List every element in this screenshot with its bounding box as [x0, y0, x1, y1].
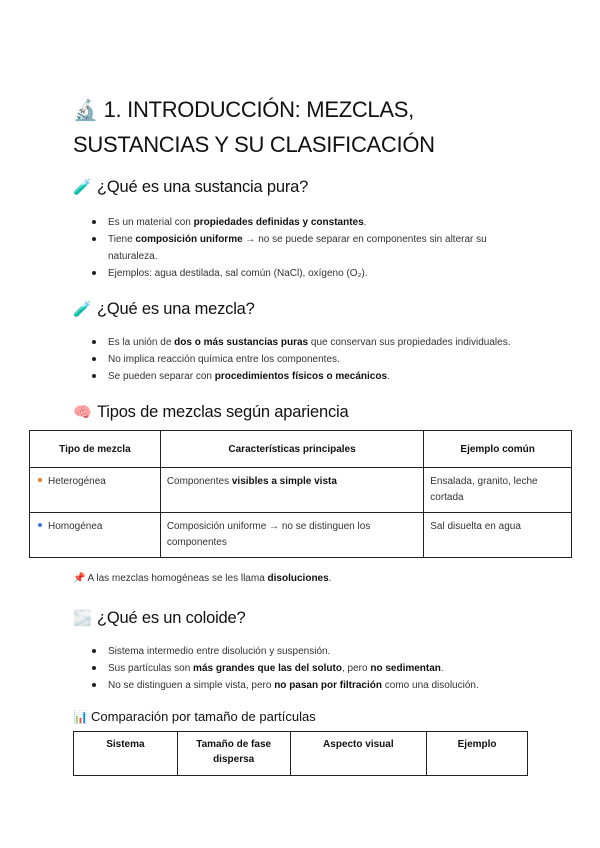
column-header: Ejemplo común [424, 431, 572, 468]
table-cell: Ensalada, granito, leche cortada [424, 468, 572, 513]
list-item: Es un material con propiedades definidas y constantes. [92, 214, 522, 231]
list-item: Tiene composición uniforme → no se puede separar en componentes sin alterar su naturaleza. [92, 231, 522, 265]
section-heading-mixture-types: 🧠 Tipos de mezclas según apariencia [73, 403, 349, 421]
list-item: Sistema intermedio entre disolución y suspensión. [92, 643, 522, 660]
table-cell: Sal disuelta en agua [424, 513, 572, 558]
page-title-text: 1. INTRODUCCIÓN: MEZCLAS, SUSTANCIAS Y SU CLASIFICACIÓN [73, 97, 435, 157]
table-header-row [30, 431, 572, 468]
list-item: No se distinguen a simple vista, pero no pasan por filtración como una disolución. [92, 677, 522, 694]
blue-dot-icon [38, 523, 42, 527]
list-item: Es la unión de dos o más sustancias puras que conservan sus propiedades individuales. [92, 334, 522, 351]
orange-dot-icon [38, 478, 42, 482]
page-title [73, 93, 543, 162]
test-tube-icon: 🧪 [73, 301, 92, 318]
colloid-list [92, 643, 522, 694]
bar-chart-icon: 📊 [73, 710, 88, 724]
list-item: No implica reacción química entre los componentes. [92, 351, 522, 368]
table-row [30, 513, 572, 558]
table-cell: Heterogénea [30, 468, 161, 513]
section-heading-comparison: 📊 Comparación por tamaño de partículas [73, 709, 316, 724]
pure-substance-list [92, 214, 522, 282]
fog-icon: 🌫️ [73, 610, 92, 627]
test-tube-icon: 🧪 [73, 179, 92, 196]
table-cell: Composición uniforme → no se distinguen los componentes [160, 513, 423, 558]
mixture-list [92, 334, 522, 385]
column-header: Tamaño de fase dispersa [177, 732, 290, 776]
section-heading-mixture: 🧪 ¿Qué es una mezcla? [73, 300, 255, 318]
column-header: Tipo de mezcla [30, 431, 161, 468]
table-cell: Componentes visibles a simple vista [160, 468, 423, 513]
comparison-table [73, 731, 528, 776]
column-header: Aspecto visual [290, 732, 427, 776]
list-item: Sus partículas son más grandes que las del soluto, pero no sedimentan. [92, 660, 522, 677]
column-header: Sistema [74, 732, 178, 776]
pushpin-icon: 📌 [73, 573, 86, 584]
brain-icon: 🧠 [73, 404, 92, 421]
column-header: Características principales [160, 431, 423, 468]
list-item: Ejemplos: agua destilada, sal común (NaCl), oxígeno (O₂). [92, 265, 522, 282]
mixture-types-table [29, 430, 572, 558]
table-header-row [74, 732, 528, 776]
section-heading-colloid: 🌫️ ¿Qué es un coloide? [73, 609, 246, 627]
list-item: Se pueden separar con procedimientos físicos o mecánicos. [92, 368, 522, 385]
column-header: Ejemplo [427, 732, 528, 776]
table-cell: Homogénea [30, 513, 161, 558]
section-heading-pure-substance: 🧪 ¿Qué es una sustancia pura? [73, 178, 309, 196]
microscope-icon: 🔬 [73, 100, 98, 122]
table-row [30, 468, 572, 513]
note-text: 📌 A las mezclas homogéneas se les llama disoluciones. [73, 573, 332, 584]
